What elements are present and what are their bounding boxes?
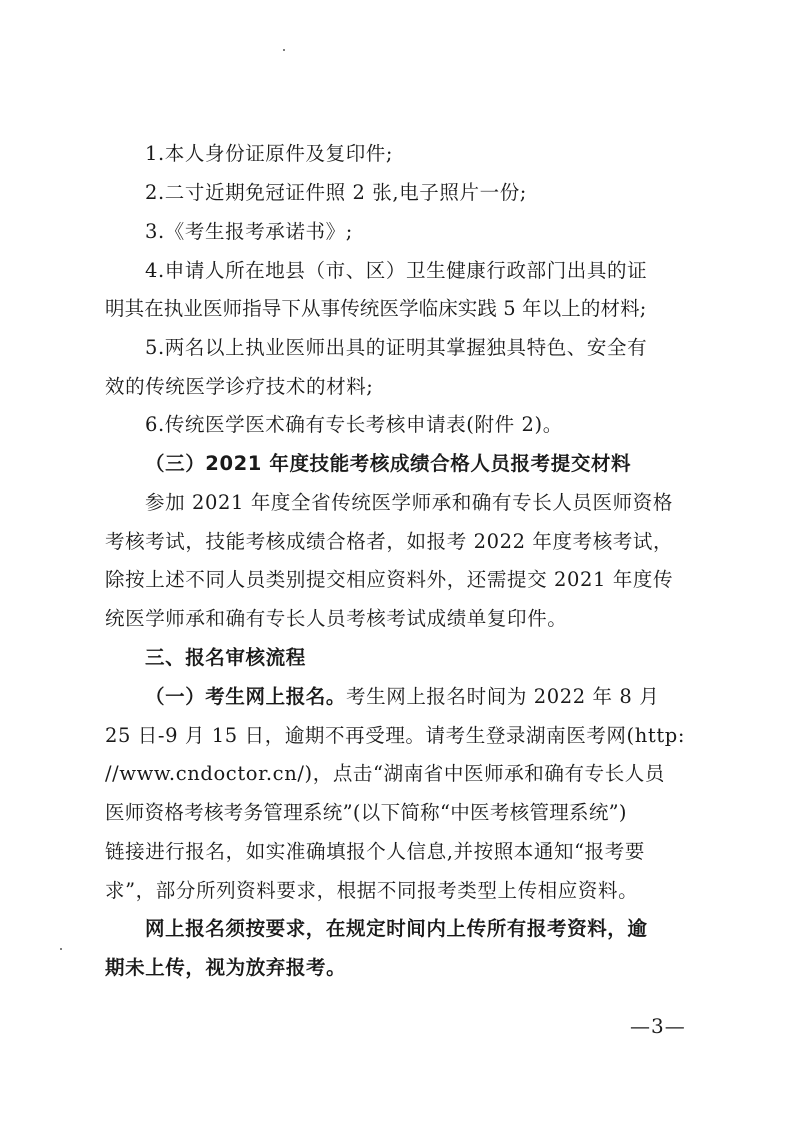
paragraph-line: 链接进行报名，如实准确填报个人信息,并按照本通知“报考要 [105,840,645,863]
section-title: 三、报名审核流程 [145,646,306,669]
paragraph-line: 考核考试，技能考核成绩合格者，如报考 2022 年度考核考试， [105,530,674,553]
list-item-4-line-2: 明其在执业医师指导下从事传统医学临床实践 5 年以上的材料; [105,297,647,320]
list-item-4-line-1: 4.申请人所在地县（市、区）卫生健康行政部门出具的证 [145,259,648,282]
paragraph-line: 医师资格考核考务管理系统”(以下简称“中医考核管理系统”) [105,801,627,824]
paragraph-line: 统医学师承和确有专长人员考核考试成绩单复印件。 [105,607,568,630]
notice-line: 期未上传，视为放弃报考。 [105,956,347,979]
list-item-1: 1.本人身份证原件及复印件; [145,142,394,165]
list-item-6: 6.传统医学医术确有专长考核申请表(附件 2)。 [145,413,563,436]
online-registration-lead: （一）考生网上报名。 [145,685,347,708]
paragraph-line: 除按上述不同人员类别提交相应资料外，还需提交 2021 年度传 [105,568,674,591]
section-heading-3: （三）2021 年度技能考核成绩合格人员报考提交材料 [145,452,632,475]
online-registration-line [145,683,659,710]
paragraph-line: 参加 2021 年度全省传统医学师承和确有专长人员医师资格 [145,491,673,514]
list-item-5-line-1: 5.两名以上执业医师出具的证明其掌握独具特色、安全有 [145,336,648,359]
list-item-2: 2.二寸近期免冠证件照 2 张,电子照片一份; [145,181,527,204]
scan-speck [283,49,285,51]
notice-line: 网上报名须按要求，在规定时间内上传所有报考资料，逾 [145,917,648,940]
paragraph-line: 求”，部分所列资料要求，根据不同报考类型上传相应资料。 [105,879,639,902]
list-item-5-line-2: 效的传统医学诊疗技术的材料; [105,375,374,398]
paragraph-line: //www.cndoctor.cn/)，点击“湖南省中医师承和确有专长人员 [105,762,666,785]
list-item-3: 3.《考生报考承诺书》; [145,220,353,243]
page-number: —3— [630,1014,686,1038]
online-registration-text: 考生网上报名时间为 2022 年 8 月 [346,685,660,708]
scan-speck [60,948,62,950]
paragraph-line: 25 日-9 月 15 日，逾期不再受理。请考生登录湖南医考网(http: [105,724,686,747]
